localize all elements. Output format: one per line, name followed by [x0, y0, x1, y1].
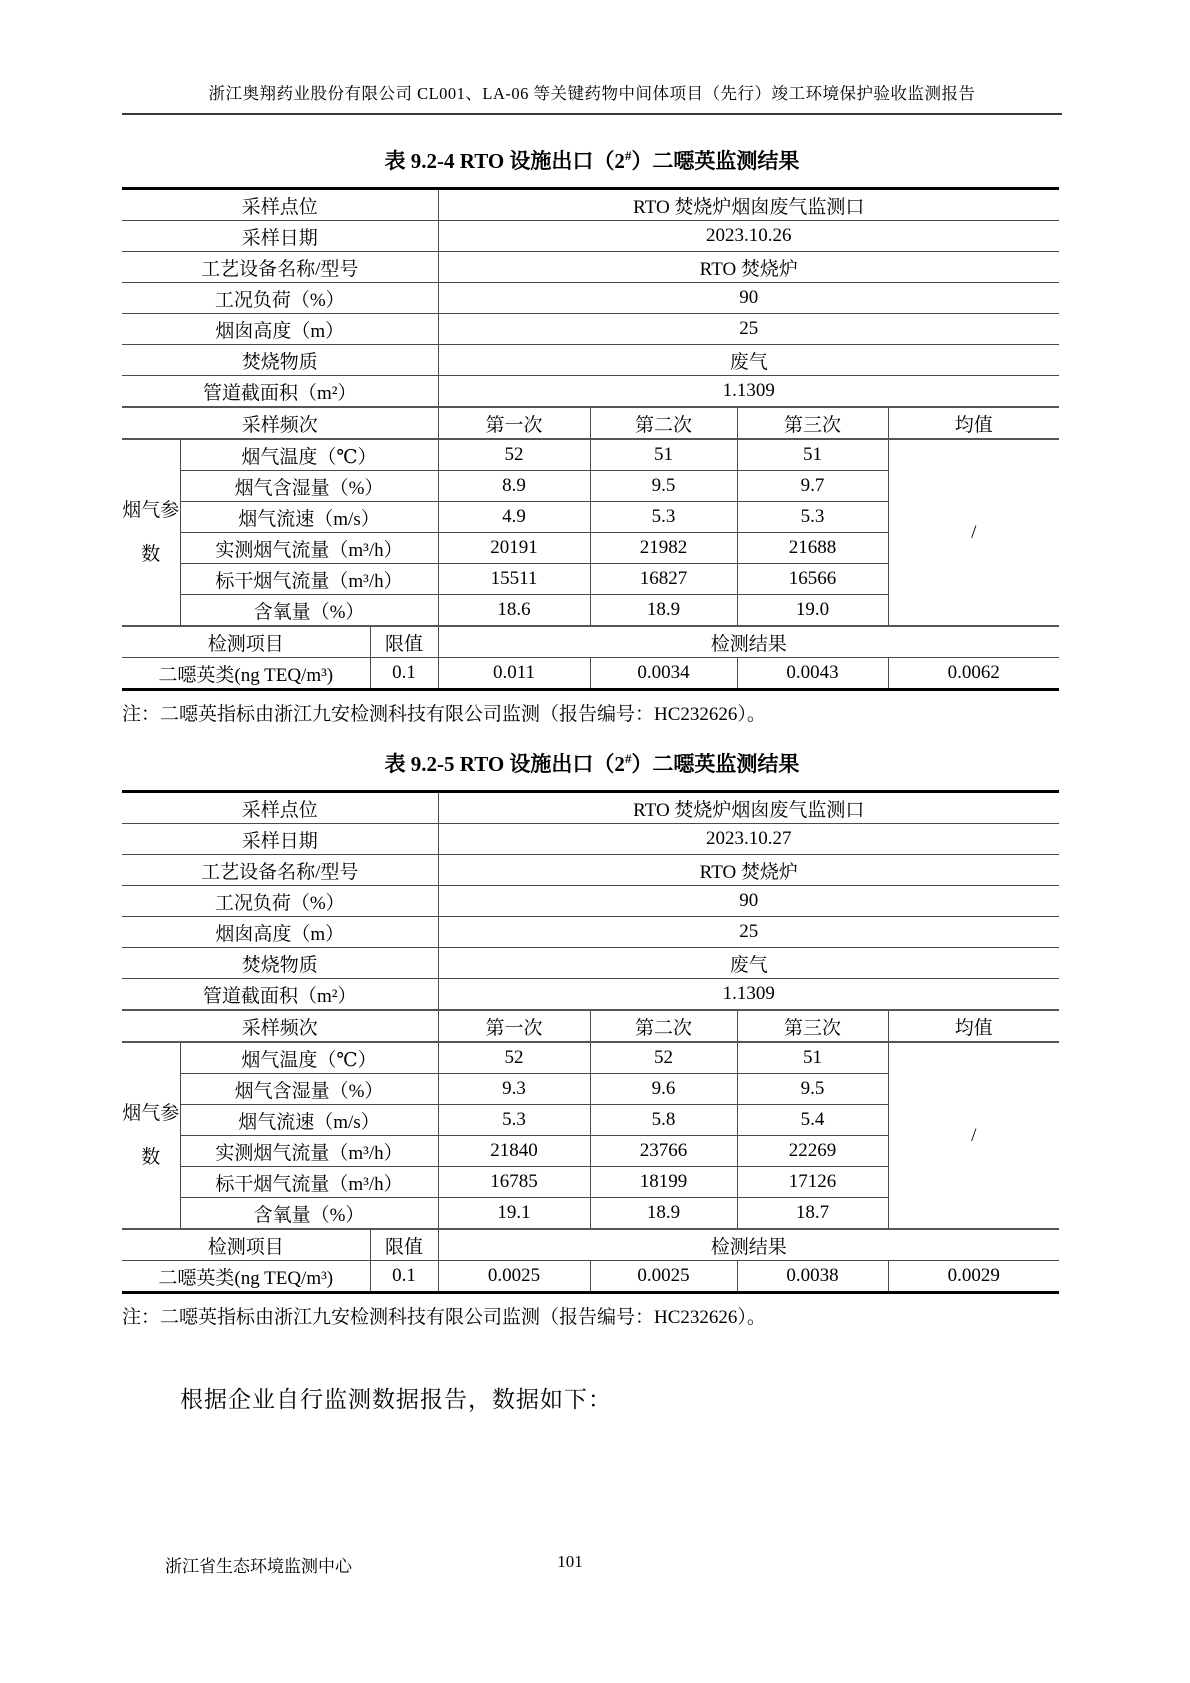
table-row	[122, 439, 1059, 471]
param-value-2: 21982	[590, 533, 737, 564]
param-value-1: 21840	[438, 1136, 590, 1167]
dioxin-item-label: 二噁英类(ng TEQ/m³)	[122, 1261, 370, 1293]
info-label: 焚烧物质	[122, 948, 438, 979]
param-value-2: 5.3	[590, 502, 737, 533]
param-label: 烟气含湿量（%）	[180, 471, 438, 502]
info-label: 工况负荷（%）	[122, 886, 438, 917]
info-label: 焚烧物质	[122, 345, 438, 376]
param-value-3: 17126	[737, 1167, 888, 1198]
table-row	[122, 1010, 1059, 1042]
param-label: 含氧量（%）	[180, 595, 438, 627]
info-label: 烟囱高度（m）	[122, 917, 438, 948]
param-value-3: 9.7	[737, 471, 888, 502]
info-label: 工艺设备名称/型号	[122, 252, 438, 283]
info-value: 2023.10.26	[438, 221, 1059, 252]
result-item-header: 检测项目	[122, 1229, 370, 1261]
param-label: 烟气含湿量（%）	[180, 1074, 438, 1105]
param-label: 烟气流速（m/s）	[180, 502, 438, 533]
page-header-title: 浙江奥翔药业股份有限公司 CL001、LA-06 等关键药物中间体项目（先行）竣工环境保护验收监测报告	[208, 84, 976, 103]
table-row	[122, 252, 1059, 283]
freq-col-third: 第三次	[737, 407, 888, 439]
footer-organization: 浙江省生态环境监测中心	[165, 1557, 352, 1576]
info-label: 工况负荷（%）	[122, 283, 438, 314]
param-value-1: 4.9	[438, 502, 590, 533]
param-value-3: 19.0	[737, 595, 888, 627]
table-row	[122, 1261, 1059, 1293]
param-value-3: 18.7	[737, 1198, 888, 1230]
body-paragraph: 根据企业自行监测数据报告，数据如下：	[180, 1387, 612, 1412]
info-value: 废气	[438, 345, 1059, 376]
dioxin-value-3: 0.0038	[737, 1261, 888, 1293]
param-value-3: 5.3	[737, 502, 888, 533]
param-value-3: 21688	[737, 533, 888, 564]
param-value-1: 8.9	[438, 471, 590, 502]
param-value-2: 52	[590, 1042, 737, 1074]
info-value: RTO 焚烧炉烟囱废气监测口	[438, 792, 1059, 824]
param-group-label: 烟气参数	[122, 439, 180, 626]
table-2-title-sup: #	[624, 751, 632, 766]
info-label: 工艺设备名称/型号	[122, 855, 438, 886]
table-row	[122, 314, 1059, 345]
table-row	[122, 407, 1059, 439]
dioxin-average: 0.0029	[888, 1261, 1059, 1293]
param-value-1: 15511	[438, 564, 590, 595]
result-item-header: 检测项目	[122, 626, 370, 658]
table-row	[122, 376, 1059, 408]
param-value-3: 5.4	[737, 1105, 888, 1136]
table-2-note: 注：二噁英指标由浙江九安检测科技有限公司监测（报告编号：HC232626）。	[122, 1307, 766, 1328]
freq-header-label: 采样频次	[122, 1010, 438, 1042]
footer-page-number: 101	[557, 1552, 583, 1571]
table-row	[122, 1229, 1059, 1261]
table-1-title-suffix: ）二噁英监测结果	[631, 149, 800, 173]
freq-col-average: 均值	[888, 407, 1059, 439]
dioxin-value-1: 0.011	[438, 658, 590, 690]
table-row	[122, 855, 1059, 886]
freq-col-third: 第三次	[737, 1010, 888, 1042]
page-content	[122, 0, 1062, 1414]
monitoring-table-2	[122, 790, 1059, 1294]
table-row	[122, 1042, 1059, 1074]
table-row	[122, 917, 1059, 948]
dioxin-value-3: 0.0043	[737, 658, 888, 690]
freq-col-average: 均值	[888, 1010, 1059, 1042]
param-value-2: 18.9	[590, 1198, 737, 1230]
info-label: 管道截面积（m²）	[122, 376, 438, 408]
param-group-label: 烟气参数	[122, 1042, 180, 1229]
info-value: 2023.10.27	[438, 824, 1059, 855]
table-row	[122, 886, 1059, 917]
result-value-header: 检测结果	[438, 626, 1059, 658]
param-value-2: 51	[590, 439, 737, 471]
freq-col-second: 第二次	[590, 407, 737, 439]
param-value-3: 51	[737, 439, 888, 471]
param-label: 实测烟气流量（m³/h）	[180, 1136, 438, 1167]
info-label: 采样日期	[122, 824, 438, 855]
info-value: RTO 焚烧炉	[438, 855, 1059, 886]
info-value: 25	[438, 917, 1059, 948]
param-value-2: 18199	[590, 1167, 737, 1198]
dioxin-value-2: 0.0034	[590, 658, 737, 690]
info-value: 废气	[438, 948, 1059, 979]
info-value: RTO 焚烧炉烟囱废气监测口	[438, 189, 1059, 221]
param-value-1: 5.3	[438, 1105, 590, 1136]
table-row	[122, 792, 1059, 824]
param-value-1: 52	[438, 1042, 590, 1074]
info-value: 1.1309	[438, 979, 1059, 1011]
table-2-title-prefix: 表 9.2-5 RTO 设施出口（2	[384, 752, 625, 776]
param-label: 标干烟气流量（m³/h）	[180, 564, 438, 595]
info-value: 25	[438, 314, 1059, 345]
param-value-2: 23766	[590, 1136, 737, 1167]
table-row	[122, 283, 1059, 314]
param-average: /	[888, 439, 1059, 626]
info-value: RTO 焚烧炉	[438, 252, 1059, 283]
result-limit-header: 限值	[370, 1229, 438, 1261]
info-label: 采样日期	[122, 221, 438, 252]
param-label: 烟气温度（℃）	[180, 439, 438, 471]
dioxin-limit: 0.1	[370, 1261, 438, 1293]
freq-header-label: 采样频次	[122, 407, 438, 439]
param-label: 烟气温度（℃）	[180, 1042, 438, 1074]
table-row	[122, 824, 1059, 855]
result-limit-header: 限值	[370, 626, 438, 658]
param-value-2: 9.6	[590, 1074, 737, 1105]
param-average: /	[888, 1042, 1059, 1229]
param-value-2: 18.9	[590, 595, 737, 627]
freq-col-first: 第一次	[438, 407, 590, 439]
table-1-note: 注：二噁英指标由浙江九安检测科技有限公司监测（报告编号：HC232626）。	[122, 704, 766, 725]
info-label: 采样点位	[122, 792, 438, 824]
freq-col-first: 第一次	[438, 1010, 590, 1042]
result-value-header: 检测结果	[438, 1229, 1059, 1261]
param-value-3: 51	[737, 1042, 888, 1074]
table-1-title	[122, 145, 1062, 175]
param-label: 含氧量（%）	[180, 1198, 438, 1230]
table-1-title-sup: #	[624, 148, 632, 163]
table-row	[122, 345, 1059, 376]
table-2-title-suffix: ）二噁英监测结果	[631, 752, 800, 776]
table-row	[122, 948, 1059, 979]
table-1-title-prefix: 表 9.2-4 RTO 设施出口（2	[384, 149, 625, 173]
param-value-1: 52	[438, 439, 590, 471]
dioxin-item-label: 二噁英类(ng TEQ/m³)	[122, 658, 370, 690]
param-value-1: 9.3	[438, 1074, 590, 1105]
info-value: 90	[438, 886, 1059, 917]
param-label: 实测烟气流量（m³/h）	[180, 533, 438, 564]
monitoring-table-1	[122, 187, 1059, 691]
dioxin-average: 0.0062	[888, 658, 1059, 690]
dioxin-value-2: 0.0025	[590, 1261, 737, 1293]
param-label: 标干烟气流量（m³/h）	[180, 1167, 438, 1198]
param-value-3: 9.5	[737, 1074, 888, 1105]
info-label: 烟囱高度（m）	[122, 314, 438, 345]
info-label: 管道截面积（m²）	[122, 979, 438, 1011]
param-value-2: 9.5	[590, 471, 737, 502]
param-value-1: 18.6	[438, 595, 590, 627]
dioxin-limit: 0.1	[370, 658, 438, 690]
param-value-2: 16827	[590, 564, 737, 595]
table-row	[122, 189, 1059, 221]
param-value-3: 22269	[737, 1136, 888, 1167]
table-row	[122, 626, 1059, 658]
dioxin-value-1: 0.0025	[438, 1261, 590, 1293]
table-row	[122, 658, 1059, 690]
header-rule	[122, 113, 1062, 115]
param-value-3: 16566	[737, 564, 888, 595]
param-value-1: 16785	[438, 1167, 590, 1198]
info-label: 采样点位	[122, 189, 438, 221]
param-value-1: 20191	[438, 533, 590, 564]
info-value: 90	[438, 283, 1059, 314]
param-value-2: 5.8	[590, 1105, 737, 1136]
info-value: 1.1309	[438, 376, 1059, 408]
param-label: 烟气流速（m/s）	[180, 1105, 438, 1136]
table-row	[122, 979, 1059, 1011]
table-2-title	[122, 748, 1062, 778]
table-row	[122, 221, 1059, 252]
freq-col-second: 第二次	[590, 1010, 737, 1042]
param-value-1: 19.1	[438, 1198, 590, 1230]
